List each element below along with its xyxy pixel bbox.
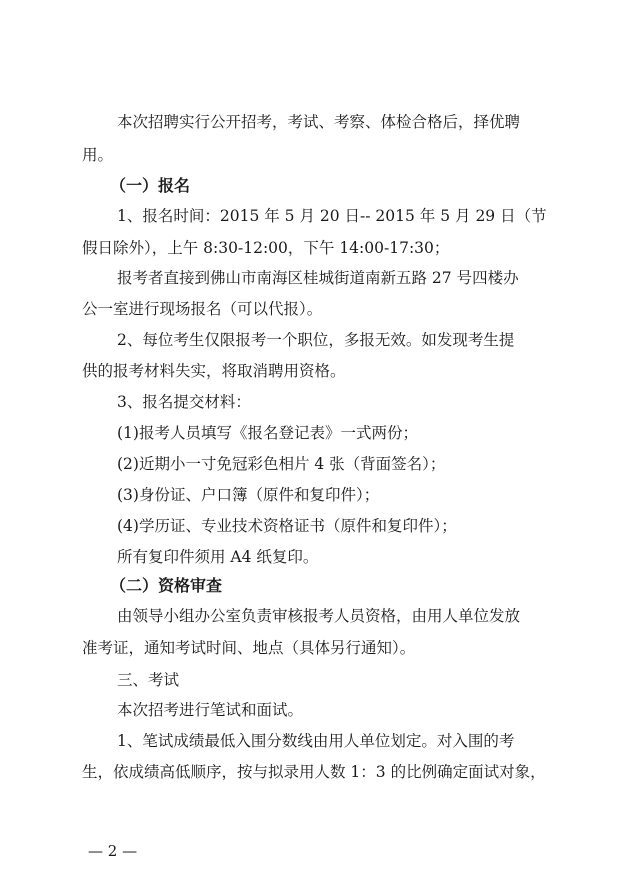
paragraph-line: 用。	[82, 146, 114, 164]
list-item: (4)学历证、专业技术资格证书（原件和复印件）；	[117, 517, 457, 535]
list-item: (2)近期小一寸免冠彩色相片 4 张（背面签名）；	[117, 455, 446, 473]
paragraph-line: 1、报名时间：2015 年 5 月 20 日-- 2015 年 5 月 29 日（节	[117, 207, 547, 225]
section-heading-registration: （一）报名	[110, 176, 191, 195]
paragraph-line: 本次招考进行笔试和面试。	[117, 701, 304, 719]
paragraph-line: 3、报名提交材料：	[117, 393, 251, 411]
paragraph-line: 供的报考材料失实，将取消聘用资格。	[82, 362, 346, 380]
paragraph-line: 准考证，通知考试时间、地点（具体另行通知）。	[82, 639, 416, 657]
paragraph-line: 1、笔试成绩最低入围分数线由用人单位划定。对入围的考	[117, 732, 515, 750]
paragraph-line: 假日除外），上午 8:30-12:00，下午 14:00-17:30；	[82, 239, 450, 257]
page-number: — 2 —	[88, 842, 138, 860]
section-heading-qualification-review: （二）资格审查	[110, 576, 223, 595]
list-item: (1)报考人员填写《报名登记表》一式两份；	[117, 424, 418, 442]
list-item: (3)身份证、户口簿（原件和复印件）；	[117, 486, 380, 504]
paragraph-line: 报考者直接到佛山市南海区桂城街道南新五路 27 号四楼办	[117, 269, 519, 287]
paragraph-line: 本次招聘实行公开招考，考试、考察、体检合格后，择优聘	[117, 113, 521, 131]
paragraph-line: 所有复印件须用 A4 纸复印。	[117, 548, 319, 566]
paragraph-line: 由领导小组办公室负责审核报考人员资格，由用人单位发放	[117, 607, 521, 625]
paragraph-line: 公一室进行现场报名（可以代报）。	[82, 300, 323, 318]
paragraph-line: 生，依成绩高低顺序，按与拟录用人数 1：3 的比例确定面试对象，	[82, 763, 546, 781]
paragraph-line: 2、每位考生仅限报考一个职位，多报无效。如发现考生提	[117, 331, 515, 349]
section-heading-exam: 三、考试	[117, 671, 180, 689]
